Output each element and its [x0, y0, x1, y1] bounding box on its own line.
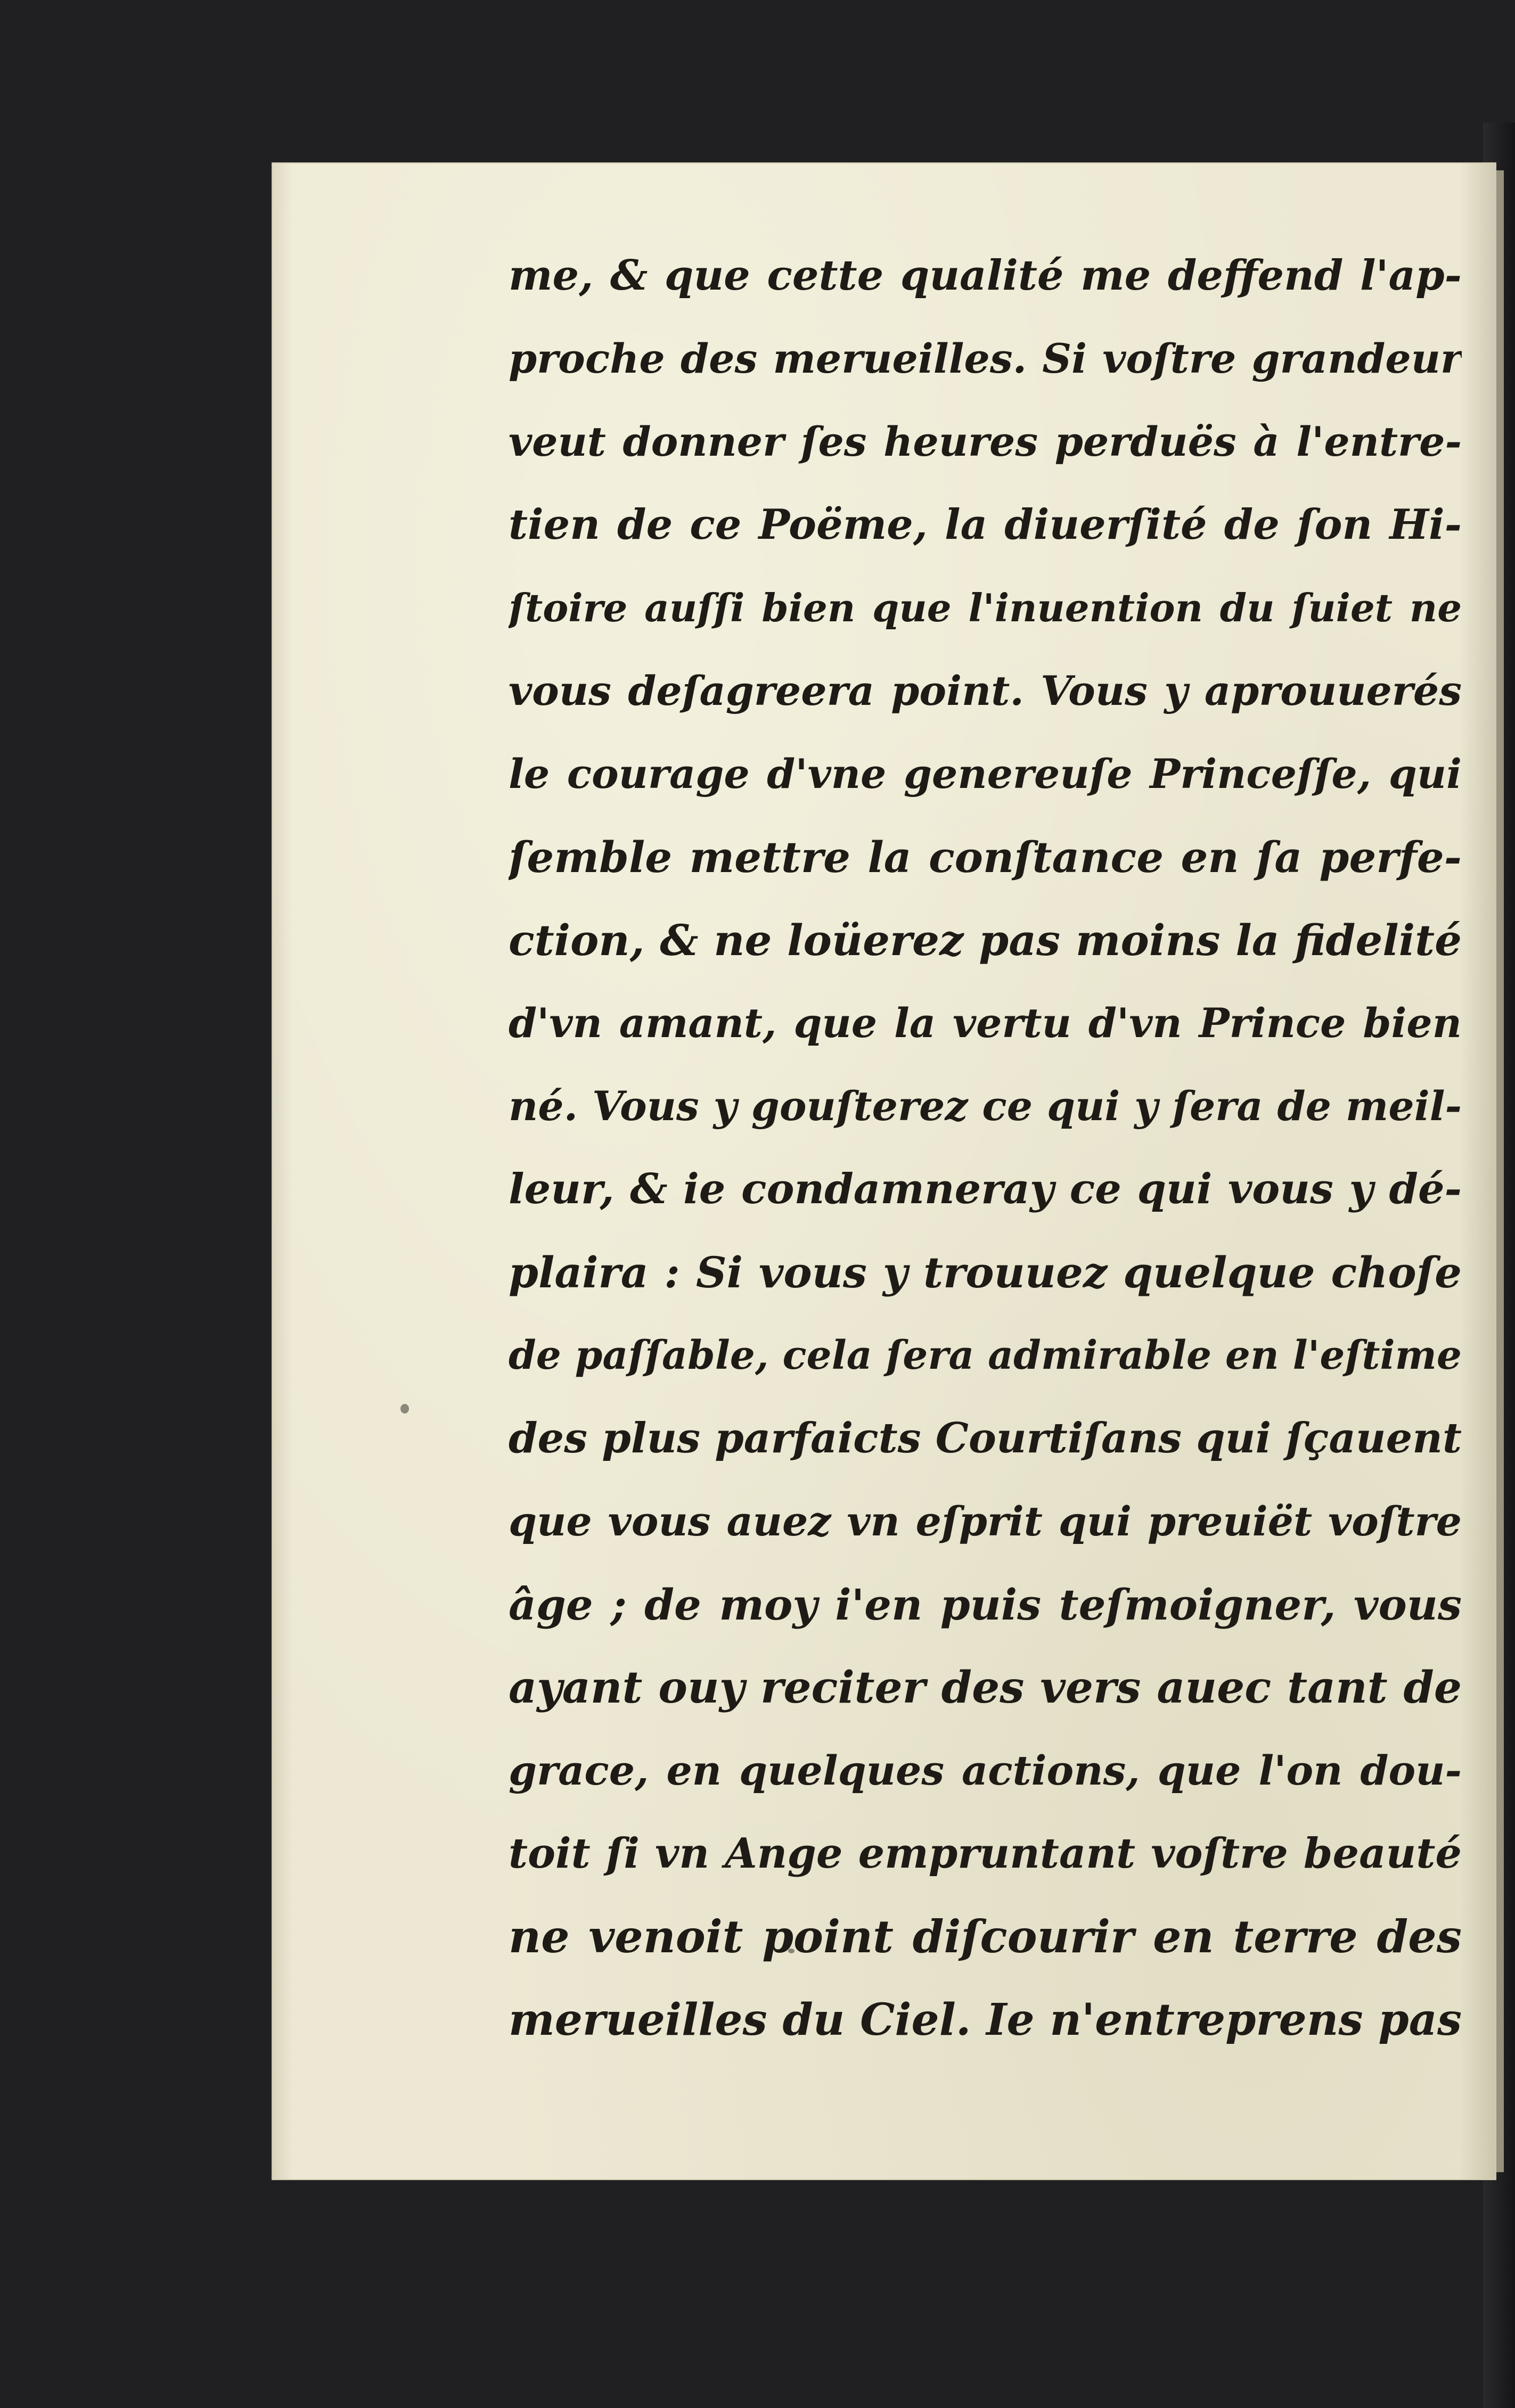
- text-line: d'vn amant, que la vertu d'vn Prince bien: [509, 999, 1462, 1047]
- text-line: leur, & ie condamneray ce qui vous y dé-: [509, 1165, 1462, 1213]
- text-line: tien de ce Poëme, la diuerſité de ſon Hi-: [509, 500, 1462, 549]
- text-line: plaira : Si vous y trouuez quelque choſe: [509, 1247, 1462, 1297]
- page-edge: [1496, 170, 1504, 2172]
- text-line: de paſſable, cela ſera admirable en l'eſtime: [509, 1333, 1462, 1378]
- text-line: vous deſagreera point. Vous y aprouuerés: [509, 667, 1462, 714]
- page-text: [509, 234, 1462, 2061]
- text-line: né. Vous y gouſterez ce qui y ſera de meil-: [509, 1082, 1462, 1130]
- text-line: ſemble mettre la conſtance en ſa perfe-: [509, 832, 1462, 882]
- text-line: merueilles du Ciel. Ie n'entreprens pas: [509, 1994, 1462, 2045]
- text-line: me, & que cette qualité me deffend l'ap-: [509, 251, 1462, 300]
- text-line: ne venoit point diſcourir en terre des: [509, 1910, 1462, 1963]
- text-line: ſtoire auſſi bien que l'inuention du ſuiet ne: [509, 585, 1462, 630]
- text-line: âge ; de moy i'en puis teſmoigner, vous: [509, 1580, 1462, 1630]
- ink-speck: [400, 1404, 409, 1413]
- text-line: proche des merueilles. Si voſtre grandeur: [509, 335, 1462, 382]
- text-line: le courage d'vne genereuſe Princeſſe, qui: [509, 750, 1462, 798]
- text-line: grace, en quelques actions, que l'on dou-: [509, 1747, 1462, 1794]
- text-line: des plus parfaicts Courtiſans qui ſçauent: [509, 1414, 1462, 1462]
- text-line: ction, & ne loüerez pas moins la fidelité: [509, 915, 1462, 965]
- text-line: que vous auez vn eſprit qui preuiët voſtre: [509, 1498, 1462, 1545]
- text-line: toit ſi vn Ange empruntant voſtre beauté: [509, 1829, 1462, 1878]
- text-line: veut donner ſes heures perduës à l'entre-: [509, 418, 1462, 465]
- text-line: ayant ouy reciter des vers auec tant de: [509, 1662, 1462, 1713]
